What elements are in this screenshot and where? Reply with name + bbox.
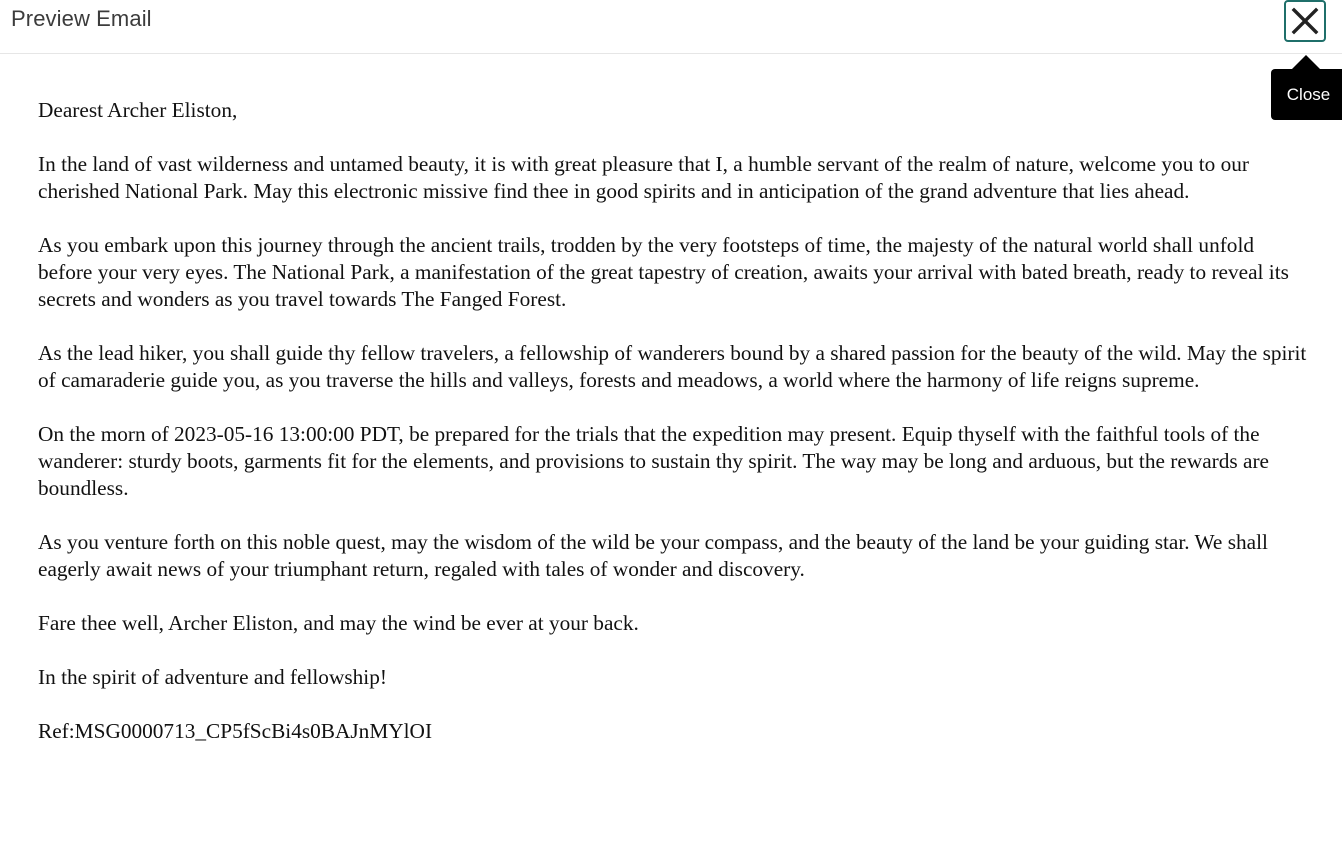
tooltip-arrow (1292, 55, 1320, 69)
email-paragraph: On the morn of 2023-05-16 13:00:00 PDT, be prepared for the trials that the expedition may present. Equip thyself with the faithful tools of the wanderer: sturdy boots, garments fit for the elements, and provisions to sustain thy spirit. The way may be long and arduous, but the rewards are boundless. (38, 422, 1269, 500)
email-paragraph: Fare thee well, Archer Eliston, and may the wind be ever at your back. (38, 611, 639, 635)
email-paragraph: As you embark upon this journey through the ancient trails, trodden by the very footsteps of time, the majesty of the natural world shall unfold before your very eyes. The National Park, a manifestation of the great tapestry of creation, awaits your arrival with bated breath, ready to reveal its secrets and wonders as you travel towards The Fanged Forest. (38, 233, 1289, 311)
close-icon (1290, 6, 1320, 36)
email-paragraph: In the land of vast wilderness and untamed beauty, it is with great pleasure that I, a humble servant of the realm of nature, welcome you to our cherished National Park. May this electronic missive find thee in good spirits and in anticipation of the grand adventure that lies ahead. (38, 152, 1249, 203)
dialog-header (0, 0, 1342, 54)
email-paragraph: As the lead hiker, you shall guide thy fellow travelers, a fellowship of wanderers bound by a shared passion for the beauty of the wild. May the spirit of camaraderie guide you, as you traverse the hills and valleys, forests and meadows, a world where the harmony of life reigns supreme. (38, 341, 1307, 392)
email-body (38, 97, 1310, 772)
dialog-title: Preview Email (11, 6, 152, 31)
close-button[interactable] (1284, 0, 1326, 42)
close-tooltip: Close (1271, 69, 1342, 120)
email-greeting: Dearest Archer Eliston, (38, 98, 238, 122)
email-reference: Ref:MSG0000713_CP5fScBi4s0BAJnMYlOI (38, 719, 433, 743)
email-paragraph: As you venture forth on this noble quest, may the wisdom of the wild be your compass, and the beauty of the land be your guiding star. We shall eagerly await news of your triumphant return, regaled with tales of wonder and discovery. (38, 530, 1268, 581)
email-paragraph: In the spirit of adventure and fellowship! (38, 665, 387, 689)
